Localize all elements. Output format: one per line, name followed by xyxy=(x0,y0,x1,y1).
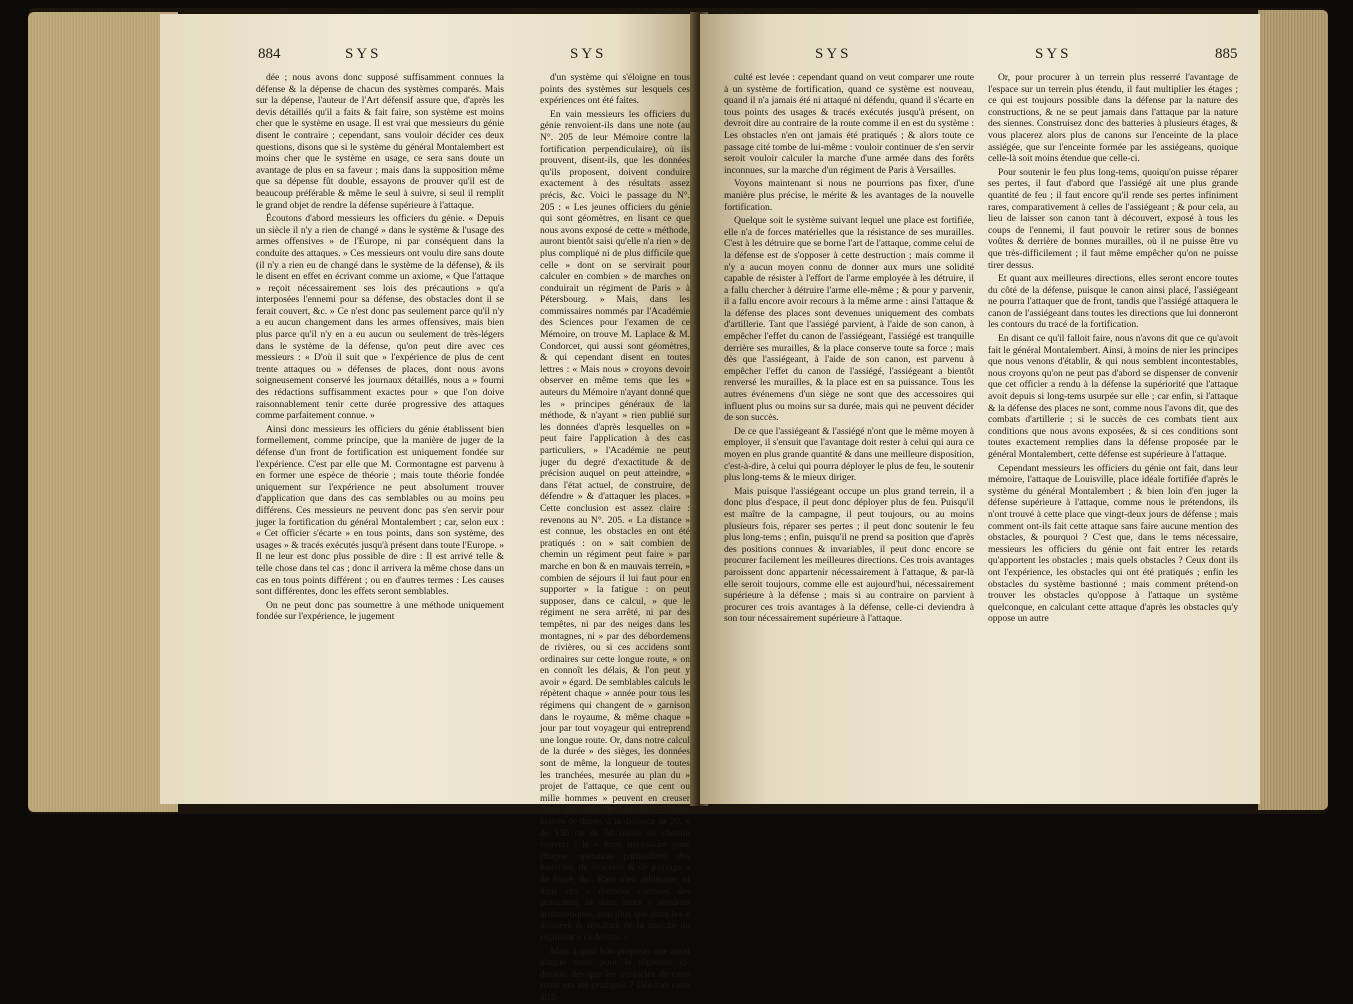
running-head: SYS xyxy=(345,46,382,62)
paragraph: De ce que l'assiégeant & l'assiégé n'ont que le même moyen à employer, il s'ensuit que l'avantage doit rester à celui qui aura ce moyen en plus grande quantité & dans une meilleure disposition, c'est-à-dire, à celui qui pourra déployer le plus de feu, le soutenir plus long-tems & le mieux diriger. xyxy=(724,425,974,484)
running-head: SYS xyxy=(570,46,607,62)
paragraph: dée ; nous avons donc supposé suffisamment connues la défense & la dépense de chacun des systèmes comparés. Mais sur la dépense, l'auteur de l'Art défensif assure que, d'après les devis détaillés qu'il a faits & fait faire, son système est moins cher que le système en usage. Il est vrai que messieurs du génie disent le contraire ; cependant, sans vouloir décider ces deux questions, disons que si le système du général Montalembert est moins cher que le système en usage, ce sera sans doute un avantage de plus en sa faveur ; mais dans la supposition même que sa dépense fût double, essayons de prouver qu'il est de beaucoup préférable & même le seul à suivre, si seul il remplit le grand objet de rendre la défense supérieure à l'attaque. xyxy=(256,72,504,211)
page-edge-left xyxy=(28,12,178,812)
paragraph: En vain messieurs les officiers du génie renvoient-ils dans une note (au N°. 205 de leur Mémoire contre la fortification perpendiculaire), où ils prouvent, disent-ils, que les données qu'ils proposent, doivent conduire exactement à des résultats assez précis, &c. Voici le passage du N°. 205 : « Les jeunes officiers du génie qui sont géomètres, en lisant ce que nous avons exposé de cette » méthode, auront bientôt saisi qu'elle n'a rien » de plus compliqué ni de plus difficile que celle » dont on se servirait pour calculer en combien » de marches on conduirait un régiment de Paris » à Pétersbourg. » Mais, dans les commissaires nommés par l'Académie des Sciences pour l'examen de ce Mémoire, on trouve M. Laplace & M. Condorcet, qui aussi sont géomètres, & qui cependant disent en toutes lettres : « Mais nous » croyons devoir observer en même tems que les » auteurs du Mémoire n'ayant donné que les » principes généraux de la méthode, & n'ayant » rien publié sur les données d'après lesquelles on » peut faire l'application à des cas particuliers, » l'Académie ne peut juger du degré d'exactitude & de précision auquel on peut atteindre, » dans l'état actuel, de construire, de défendre » & d'attaquer les places. » Cette conclusion est assez claire : revenons au N°. 205. « La distance » est connue, les obstacles en ont été pratiqués : on » sait combien de chemin un régiment peut faire » par marche en bon & en mauvais terrein, » combien de séjours il lui faut pour en supporter » la fatigue : on peut supposer, dans ce calcul, » que le régiment ne sera arrêté, ni par des tempêtes, ni par des neiges dans les montagnes, ni » par des débordemens de rivières, ou si ces accidens sont ordinaires sur cette longue route, » on en connoît les délais, & l'on peut y avoir » égard. De semblables calculs le répètent chaque » année pour tous les régimens qui changent de » garnison dans le royaume, & même chaque » jour par tout voyageur qui entreprend une longue route. Or, dans notre calcul de la durée » des sièges, les données sont de même, la longueur de toutes les tranchées, mesurée au plan du » projet de l'attaque, ce que cent ou mille hommes » peuvent en creuser dans une nuit de huit ou » douze heures de durée, à la distance de 20, » de 150 ou de 50 toises de chemin couvert ; le » tems nécessaire pour chaque opération particulière des batteries, de descente & de passage » de fossé, &c. Rien n'est arbitraire, ni dans ces » données connues des praticiens, ni dans leurs » résultats arithmétiques, non plus que dans les » données & résultats de la marche du régiment » ci-dessus. » xyxy=(540,108,690,943)
paragraph: Mais à quoi bon proposer une aussi longue route pour le régiment ci-dessus, dès que les obstacles de cette route ont été pratiqués ? Dès-lors cette diffi- xyxy=(540,945,690,1003)
running-head: SYS xyxy=(815,46,852,62)
right-page xyxy=(700,14,1260,804)
text-column-1 xyxy=(724,72,974,792)
text-column-1 xyxy=(256,72,504,792)
paragraph: En disant ce qu'il falloit faire, nous n'avons dit que ce qu'avoit fait le général Montalembert. Ainsi, à moins de nier les principes que nous venons d'établir, & qui nous semblent incontestables, nous croyons qu'on ne peut pas d'abord se dispenser de convenir que cet officier a rendu à la défense la supériorité que l'attaque avoit depuis si long-tems usurpée sur elle ; car enfin, si l'attaque & la défense des places ne sont, comme nous l'avons dit, que des combats d'artillerie ; si le succès de ces combats tient aux conditions que nous avons exposées, & si ces conditions sont toutes exactement remplies dans la défense proposée par le général Montalembert, cette défense est supérieure à l'attaque. xyxy=(988,333,1238,460)
text-column-2 xyxy=(988,72,1238,792)
paragraph: On ne peut donc pas soumettre à une méthode uniquement fondée sur l'expérience, le jugement xyxy=(256,599,504,623)
paragraph: Et quant aux meilleures directions, elles seront encore toutes du côté de la défense, puisque le canon ainsi placé, l'assiégeant ne pourra l'attaquer que de front, tandis que l'assiégé attaquera le canon de l'assiégeant dans toutes les directions que lui donneront les contours du tracé de la fortification. xyxy=(988,273,1238,331)
paragraph: Or, pour procurer à un terrein plus resserré l'avantage de l'espace sur un terrein plus étendu, il faut multiplier les étages ; ce qui est toujours possible dans la défense par la nature des constructions, & ne se peut jamais dans l'attaque par la nature des siennes. Construisez donc des batteries à plusieurs étages, & vous placerez alors plus de canons sur l'enceinte de la place assiégée, que sur l'enceinte formée par les assiégeans, quoique celle-là soit moins étendue que celle-ci. xyxy=(988,72,1238,165)
right-page-header xyxy=(700,46,1260,68)
paragraph: Pour soutenir le feu plus long-tems, quoiqu'on puisse réparer ses pertes, il faut d'abord que l'assiégé ait une plus grande quantité de feu ; il faut encore qu'il rende ses pertes infiniment rares, comparativement à celles de l'assiégeant ; & pour cela, au lieu de laisser son canon tant à découvert, exposé à tous les coups de l'ennemi, il faut pouvoir le retirer sous de bonnes voûtes & derrière de bonnes murailles, où il ne puisse être vu que très-difficilement ; il faut même empêcher qu'on ne puisse tirer dessus. xyxy=(988,166,1238,271)
paragraph: Ainsi donc messieurs les officiers du génie établissent bien formellement, comme principe, que la manière de juger de la défense d'un front de fortification est uniquement fondée sur l'expérience. C'est par elle que M. Cormontagne est parvenu à en former une espèce de théorie ; mais toute théorie fondée uniquement sur l'expérience ne peut absolument trouver d'application que dans des cas semblables ou au moins peu différens. Ces messieurs ne peuvent donc pas s'en servir pour juger la fortification du général Montalembert ; car, selon eux : « Cet officier s'écarte » en tous points, dans son système, des usages » & tracés exécutés jusqu'à présent dans toute l'Europe. » Il ne leur est donc plus possible de dire : Il est arrivé telle & telle chose dans tel cas ; donc il arrivera la même chose dans un cas en tous points différent ; ou en d'autres termes : Les causes sont différentes, donc les effets seront semblables. xyxy=(256,423,504,598)
paragraph: Quelque soit le système suivant lequel une place est fortifiée, elle n'a de forces matérielles que la résistance de ses murailles. C'est à les détruire que se borne l'art de l'attaque, comme celui de la défense est de s'opposer à cette destruction ; mais comme il n'y a aucun moyen connu de donner aux murs une solidité capable de résister à l'effort de l'arme employée à les détruire, il a fallu chercher à détruire l'arme elle-même ; & pour y parvenir, il a fallu encore avoir recours à la même arme : ainsi l'attaque & la défense des places sont devenues uniquement des combats d'artillerie. Tant que l'assiégé parvient, à l'aide de son canon, à empêcher l'effet du canon de l'assiégeant, l'assiégé est tranquille derrière ses murailles, & la place conserve toute sa force ; mais dès que l'assiégeant, à l'aide de son canon, est parvenu à empêcher l'effet du canon de l'assiégé, l'assiégeant a bientôt renversé les murailles, & la place est en sa puissance. Tous les autres événemens d'un siège ne sont que des accessoires qui influent plus ou moins sur sa durée, mais qui ne peuvent décider de son succès. xyxy=(724,215,974,424)
paragraph: Mais puisque l'assiégeant occupe un plus grand terrein, il a donc plus d'espace, il peut donc déployer plus de feu. Puisqu'il est maître de la campagne, il peut toujours, ou au moins plusieurs fois, réparer ses pertes ; il peut donc soutenir le feu plus long-tems ; enfin, puisqu'il ne prend sa position que d'après des positions connues & invariables, il peut donc encore se procurer facilement les meilleures directions. Ces trois avantages paroissent donc appartenir nécessairement à l'attaque, & par-là elle seroit toujours, comme elle est aujourd'hui, nécessairement supérieure à la défense ; mais si au contraire on parvient à procurer ces trois avantages à la défense, celle-ci deviendra à son tour nécessairement supérieure à l'attaque. xyxy=(724,485,974,625)
running-head: SYS xyxy=(1035,46,1072,62)
paragraph: d'un système qui s'éloigne en tous points des systèmes sur lesquels ces expériences ont été faites. xyxy=(540,72,690,107)
paragraph: Cependant messieurs les officiers du génie ont fait, dans leur mémoire, l'attaque de Louisville, place idéale fortifiée d'après le système du général Montalembert ; & bien loin d'en juger la défense supérieure à l'attaque, comme nous le prétendons, ils n'ont trouvé à cette place que vingt-deux jours de défense ; mais comment ont-ils fait cette attaque sans faire aucune mention des obstacles, & pourquoi ? C'est que, dans le tems nécessaire, messieurs les officiers du génie ont fait entrer les retards qu'apportent les obstacles ; mais quels obstacles ? Ceux dont ils ont l'expérience, les obstacles qui ont été pratiqués ; enfin les obstacles du système bastionné ; mais comment prétend-on trouver les obstacles qu'oppose à l'attaque un système quelconque, en calculant cette attaque d'après les obstacles qu'y oppose un autre xyxy=(988,462,1238,625)
page-number: 885 xyxy=(1215,46,1238,62)
paragraph: Écoutons d'abord messieurs les officiers du génie. « Depuis un siècle il n'y a rien de changé » dans le système & l'usage des armes offensives » de l'Europe, ni par conséquent dans la conduite des attaques. » Ces messieurs ont voulu dire sans doute (il n'y a rien eu de changé dans le système de la défense), & ils le disent en effet en écrivant comme un axiome, « Que l'attaque » reçoit nécessairement ses lois des précautions » qu'a interposées l'ennemi pour sa défense, des obstacles dont il se ferait couvert, &c. » Ce n'est donc pas seulement parce qu'il n'y a eu aucun changement dans les armes offensives, mais bien plus parce qu'il n'y en a eu aucun ou seulement de très-légers dans le système de la défense, qu'on peut dire avec ces messieurs : « D'où il suit que » l'expérience de plus de cent trente attaques ou » défenses de places, dont nous avons soigneusement conservé les journaux détaillés, nous a » fourni des rédactions suffisamment exactes pour » que l'on doive raisonnablement tenir cette durée progressive des attaques comme parfaitement connue. » xyxy=(256,213,504,422)
page-edge-right xyxy=(1258,10,1328,810)
left-page-header xyxy=(160,46,695,68)
paragraph: culté est levée : cependant quand on veut comparer une route à un système de fortification, quand ce système est nouveau, quand il n'a jamais été ni attaqué ni défendu, quand il s'écarte en tous points des usages & tracés exécutés jusqu'à présent, on devroit dire au contraire de la route comme il en est du système : Les obstacles n'en ont jamais été pratiqués ; & alors toute ce passage cité tombe de lui-même : vouloir continuer de s'en servir seroit vouloir calculer la marche d'une armée dans des forêts inconnues, sur la marche d'un régiment de Paris à Versailles. xyxy=(724,72,974,176)
text-column-2 xyxy=(540,72,690,1003)
paragraph: Voyons maintenant si nous ne pourrions pas fixer, d'une manière plus précise, le mérite & les avantages de la nouvelle fortification. xyxy=(724,178,974,213)
left-page xyxy=(160,14,695,1003)
page-number: 884 xyxy=(258,46,281,62)
